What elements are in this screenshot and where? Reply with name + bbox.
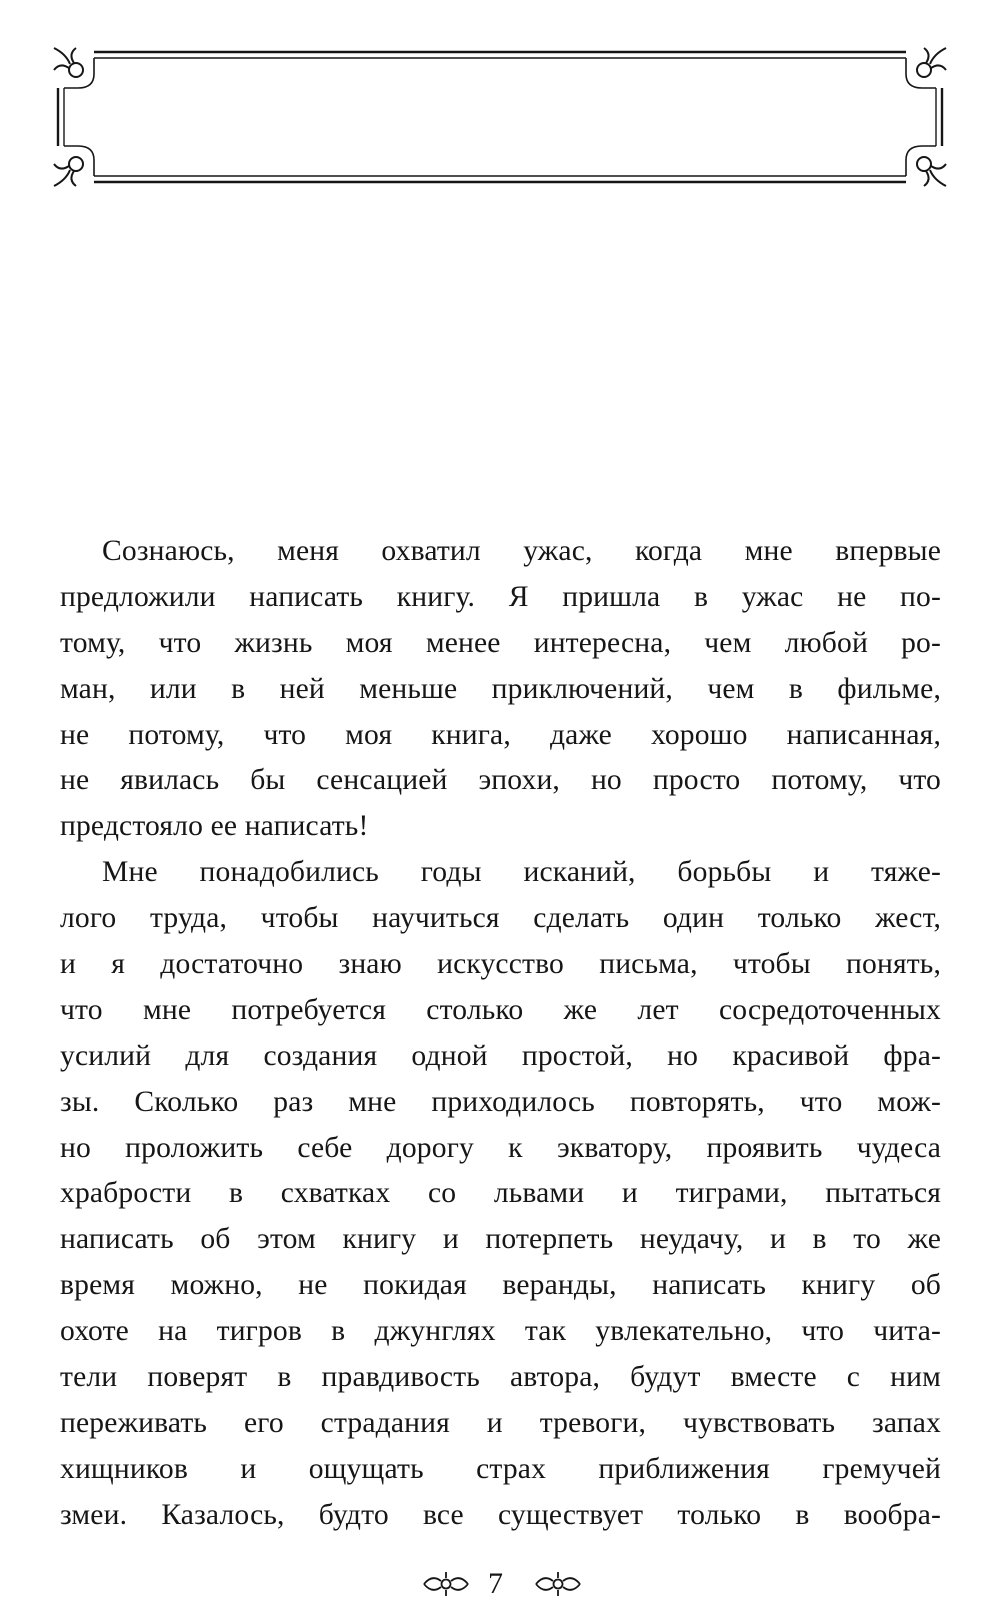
text-line: лого труда, чтобы научиться сделать один только жест, — [60, 902, 941, 935]
text-line: но проложить себе дорогу к экватору, проявить чудеса — [60, 1131, 941, 1164]
text-line: написать об этом книгу и потерпеть неудачу, и в то же — [60, 1223, 941, 1256]
flourish-right-icon — [534, 1570, 582, 1598]
body-text — [60, 529, 941, 1539]
text-line: переживать его страдания и тревоги, чувствовать запах — [60, 1406, 941, 1439]
text-line: усилий для создания одной простой, но красивой фра- — [60, 1039, 941, 1072]
text-line: храбрости в схватках со львами и тиграми, пытаться — [60, 1177, 941, 1210]
text-line: хищников и ощущать страх приближения гремучей — [60, 1452, 941, 1485]
text-line: предложили написать книгу. Я пришла в ужас не по- — [60, 580, 941, 613]
text-line: не явилась бы сенсацией эпохи, но просто потому, что — [60, 764, 941, 797]
text-line: и я достаточно знаю искусство письма, чтобы понять, — [60, 948, 941, 981]
text-line: ман, или в ней меньше приключений, чем в фильме, — [60, 672, 941, 705]
text-line: тому, что жизнь моя менее интересна, чем любой ро- — [60, 626, 941, 659]
ornamental-header-frame — [50, 44, 950, 190]
text-line: время можно, не покидая веранды, написать книгу об — [60, 1269, 941, 1302]
text-line: Сознаюсь, меня охватил ужас, когда мне впервые — [102, 535, 941, 567]
text-line: не потому, что моя книга, даже хорошо написанная, — [60, 718, 941, 751]
text-line: охоте на тигров в джунглях так увлекательно, что чита- — [60, 1315, 941, 1348]
paragraph — [60, 529, 941, 850]
text-line: Мне понадобились годы исканий, борьбы и тяже- — [102, 856, 941, 889]
text-line: змеи. Казалось, будто все существует только в вообра- — [60, 1498, 941, 1531]
ornamental-frame-icon — [50, 44, 950, 190]
page-footer — [0, 1566, 1000, 1606]
text-line: что мне потребуется столько же лет сосредоточенных — [60, 993, 941, 1026]
text-line: зы. Сколько раз мне приходилось повторять, что мож- — [60, 1085, 941, 1118]
text-line: тели поверят в правдивость автора, будут вместе с ним — [60, 1361, 941, 1394]
page-number: 7 — [488, 1567, 503, 1600]
paragraph — [60, 850, 941, 1538]
text-line: предстояло ее написать! — [60, 810, 369, 843]
flourish-left-icon — [422, 1570, 470, 1598]
